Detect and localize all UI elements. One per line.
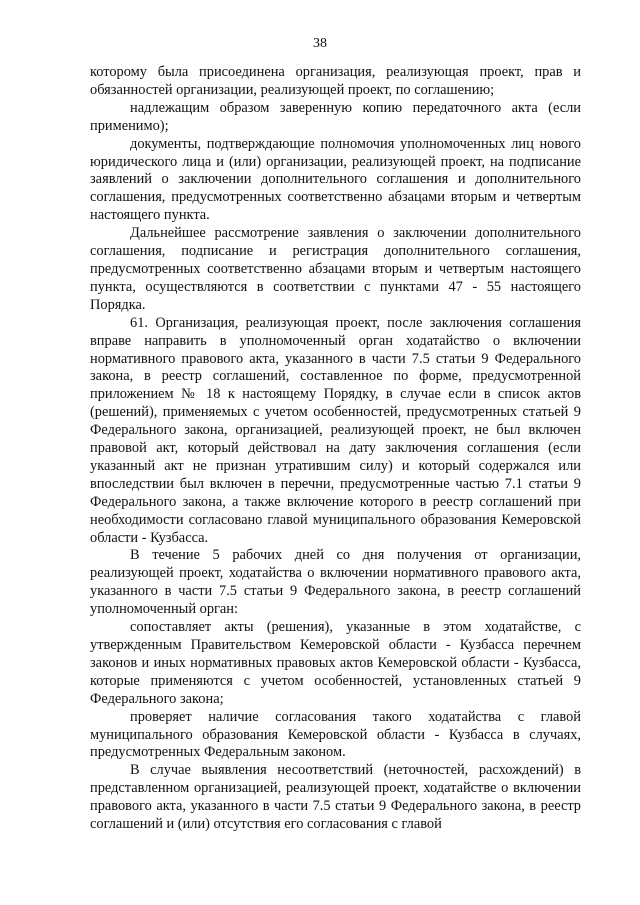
paragraph: Дальнейшее рассмотрение заявления о заключении дополнительного соглашения, подписание и регистрация дополнительного соглашения, предусмотренных соответственно абзацами вторым и четвертым настоящего пункта, осуществляются в соответствии с пунктами 47 - 55 настоящего Порядка. [90, 225, 581, 313]
page-number: 38 [313, 36, 327, 51]
paragraph: документы, подтверждающие полномочия уполномоченных лиц нового юридического лица и (или) организации, реализующей проект, на подписание заявлений о заключении дополнительного соглашения и дополнительного соглашения, предусмотренных соответственно абзацами вторым и четвертым настоящего пункта. [90, 135, 581, 224]
paragraph: надлежащим образом заверенную копию передаточного акта (если применимо); [90, 99, 581, 134]
paragraph: которому была присоединена организация, реализующая проект, прав и обязанностей организации, реализующей проект, по соглашению; [90, 64, 581, 98]
paragraph: сопоставляет акты (решения), указанные в этом ходатайстве, с утвержденным Правительством Кемеровской области - Кузбасса перечнем законов и иных нормативных правовых актов Кемеровской области - Кузбасса, которые применяются с учетом особенностей, установленных статьей 9 Федерального закона; [90, 619, 581, 707]
paragraph: проверяет наличие согласования такого ходатайства с главой муниципального образования Кемеровской области - Кузбасса в случаях, предусмотренных Федеральным законом. [90, 708, 581, 761]
document-body [90, 64, 581, 834]
paragraph: В течение 5 рабочих дней со дня получения от организации, реализующей проект, ходатайства о включении нормативного правового акта, указанного в части 7.5 статьи 9 Федерального закона, в реестр соглашений уполномоченный орган: [90, 547, 581, 618]
paragraph: 61. Организация, реализующая проект, после заключения соглашения вправе направить в уполномоченный орган ходатайство о включении нормативного правового акта, указанного в части 7.5 статьи 9 Федерального закона, в реестр соглашений, составленное по форме, предусмотренной приложением № 18 к настоящему Порядку, в случае если в список актов (решений), применяемых с учетом особенностей, предусмотренных статьей 9 Федерального закона, организацией, реализующей проект, не был включен правовой акт, который действовал на дату заключения соглашения (если указанный акт не признан утратившим силу) и который содержался или впоследствии был включен в перечни, предусмотренные частью 7.1 статьи 9 Федерального закона, а также включение которого в реестр соглашений при необходимости согласовано главой муниципального образования Кемеровской области - Кузбасса. [90, 314, 581, 546]
paragraph: В случае выявления несоответствий (неточностей, расхождений) в представленном организацией, реализующей проект, ходатайстве о включении правового акта, указанного в части 7.5 статьи 9 Федерального закона, в реестр соглашений и (или) отсутствия его согласования с главой [90, 762, 581, 833]
